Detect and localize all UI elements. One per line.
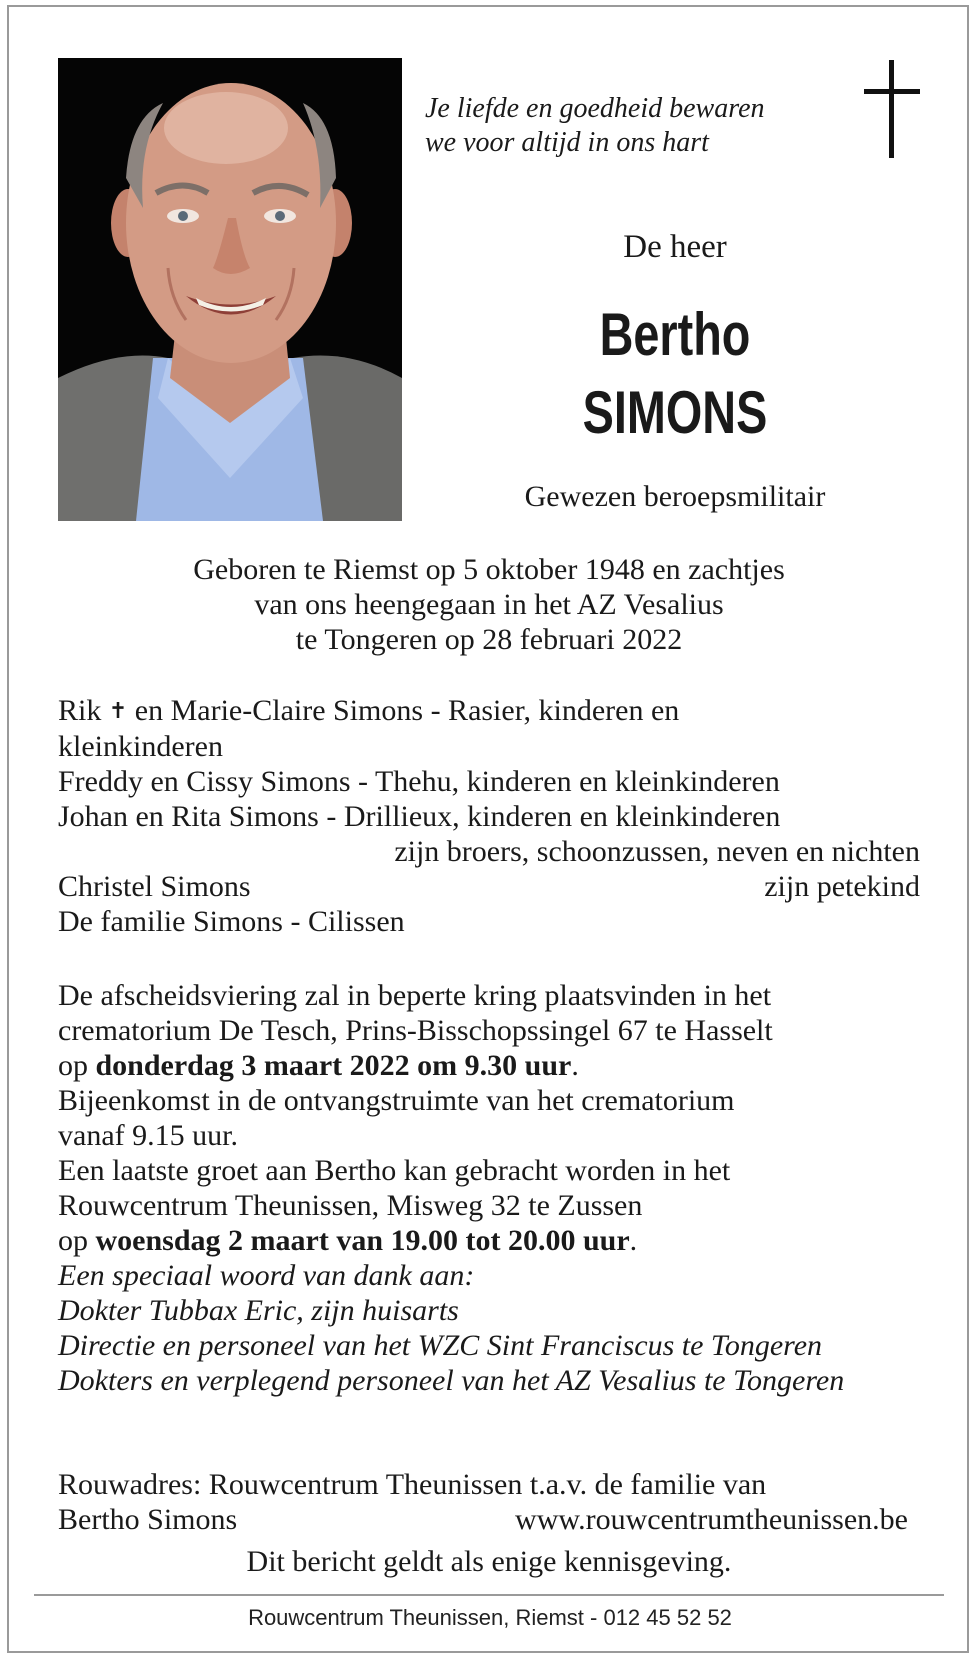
website-link[interactable]: www.rouwcentrumtheunissen.be bbox=[515, 1503, 908, 1536]
ceremony-line-6: Een laatste groet aan Bertho kan gebracht worden in het bbox=[58, 1154, 731, 1187]
visitation-date: woensdag 2 maart van 19.00 tot 20.00 uur bbox=[95, 1224, 630, 1257]
ceremony-line-2: crematorium De Tesch, Prins-Bisschopssingel 67 te Hasselt bbox=[58, 1014, 773, 1047]
ceremony-line-8 bbox=[58, 1223, 920, 1258]
portrait-photo bbox=[58, 58, 402, 521]
family-list bbox=[58, 693, 920, 939]
address-line-2 bbox=[58, 1502, 920, 1537]
address-name: Bertho Simons bbox=[58, 1503, 238, 1536]
birth-death-line-3: te Tongeren op 28 februari 2022 bbox=[295, 623, 683, 656]
ceremony-line-5: vanaf 9.15 uur. bbox=[58, 1119, 238, 1152]
latin-cross-icon bbox=[862, 60, 924, 158]
family-johan: Johan en Rita Simons - Drillieux, kinderen en kleinkinderen bbox=[58, 800, 781, 833]
family-rik-continuation: kleinkinderen bbox=[58, 730, 223, 763]
ceremony-line-7: Rouwcentrum Theunissen, Misweg 32 te Zussen bbox=[58, 1189, 643, 1222]
family-rik bbox=[58, 693, 920, 729]
ceremony-line-3 bbox=[58, 1048, 920, 1083]
family-christel: Christel Simons bbox=[58, 870, 251, 903]
thanks-line-1: Dokter Tubbax Eric, zijn huisarts bbox=[58, 1294, 459, 1327]
relation-godchild: zijn petekind bbox=[764, 870, 920, 903]
family-rik-rest: en Marie-Claire Simons - Rasier, kinderen en bbox=[134, 694, 680, 727]
birth-death-line-1: Geboren te Riemst op 5 oktober 1948 en zachtjes bbox=[193, 553, 785, 586]
family-christel-row bbox=[58, 869, 920, 904]
motto-line-1: Je liefde en goedheid bewaren bbox=[425, 93, 765, 124]
last-name: SIMONS bbox=[582, 379, 768, 446]
first-name: Bertho bbox=[599, 301, 751, 368]
birth-death-text bbox=[58, 552, 920, 657]
ceremony-info bbox=[58, 978, 920, 1398]
divider bbox=[34, 1594, 944, 1596]
ceremony-date-suffix: . bbox=[571, 1049, 579, 1082]
footer: Rouwcentrum Theunissen, Riemst - 012 45 52 52 bbox=[248, 1605, 732, 1630]
sole-notice: Dit bericht geldt als enige kennisgeving. bbox=[246, 1545, 732, 1578]
ceremony-line-4: Bijeenkomst in de ontvangstruimte van het crematorium bbox=[58, 1084, 735, 1117]
mourning-address bbox=[58, 1467, 920, 1537]
address-line-1: Rouwadres: Rouwcentrum Theunissen t.a.v. de familie van bbox=[58, 1468, 767, 1501]
deceased-cross-icon: ✝ bbox=[108, 699, 128, 724]
family-rik-name: Rik bbox=[58, 694, 102, 727]
thanks-line-3: Dokters en verplegend personeel van het AZ Vesalius te Tongeren bbox=[58, 1364, 845, 1397]
thanks-intro: Een speciaal woord van dank aan: bbox=[58, 1259, 475, 1292]
motto-line-2: we voor altijd in ons hart bbox=[425, 127, 709, 158]
ceremony-date-prefix: op bbox=[58, 1049, 96, 1082]
honorific: De heer bbox=[623, 229, 727, 265]
visitation-date-suffix: . bbox=[629, 1224, 638, 1257]
ceremony-date: donderdag 3 maart 2022 om 9.30 uur bbox=[95, 1049, 572, 1082]
family-freddy: Freddy en Cissy Simons - Thehu, kinderen en kleinkinderen bbox=[58, 765, 780, 798]
family-simons-cilissen: De familie Simons - Cilissen bbox=[58, 905, 405, 938]
motto bbox=[425, 92, 765, 160]
relation-siblings: zijn broers, schoonzussen, neven en nichten bbox=[394, 835, 920, 868]
ceremony-line-1: De afscheidsviering zal in beperte kring plaatsvinden in het bbox=[58, 979, 772, 1012]
thanks-line-2: Directie en personeel van het WZC Sint Franciscus te Tongeren bbox=[58, 1329, 823, 1362]
occupation: Gewezen beroepsmilitair bbox=[524, 480, 826, 513]
birth-death-line-2: van ons heengegaan in het AZ Vesalius bbox=[254, 588, 724, 621]
visitation-date-prefix: op bbox=[58, 1224, 96, 1257]
